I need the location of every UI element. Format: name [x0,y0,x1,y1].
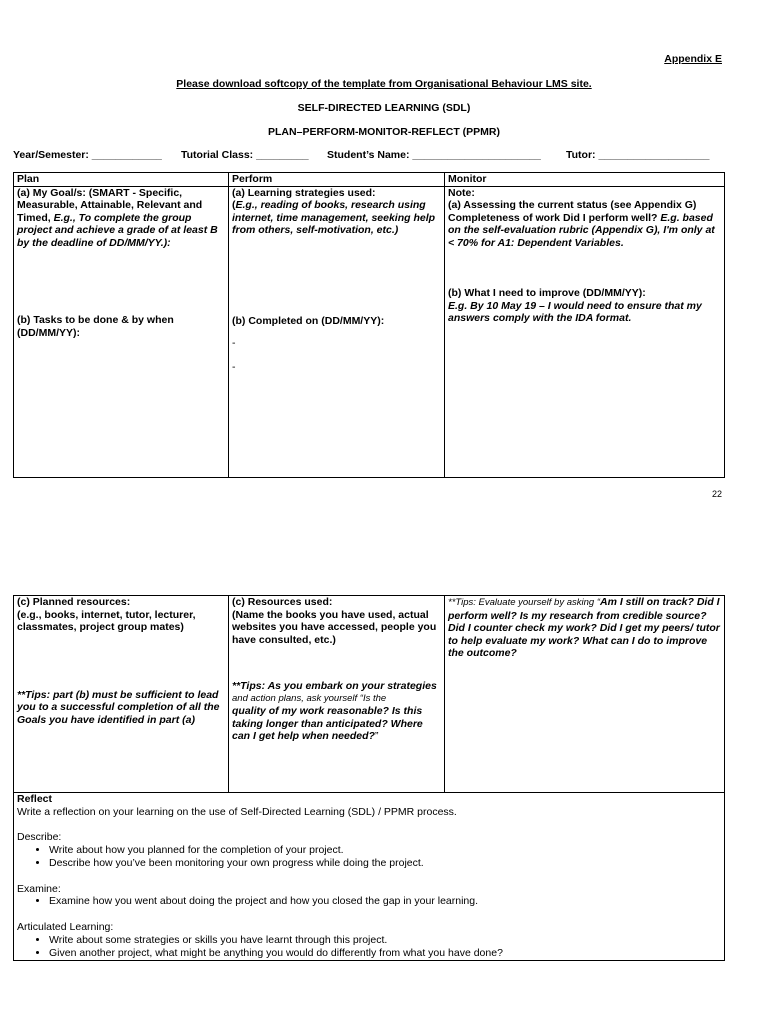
student-name-field: Student’s Name: ______________________ [327,149,541,161]
monitor-tips-lead: **Tips: Evaluate yourself by asking “ [448,597,600,608]
planned-resources-tip: **Tips: part (b) must be sufficient to lead you to a successful completion of all the Goals you have identified in part (a) [17,688,220,726]
header-perform: Perform [229,173,445,187]
perform-cell [229,186,445,477]
examine-label: Examine: [17,882,61,895]
monitor-improve-example: E.g. By 10 May 19 – I would need to ensure that my answers comply with the IDA format. [448,299,702,324]
resources-used-tip-rest [232,705,441,743]
monitor-assess-head: (a) Assessing the current status (see Appendix G) Completeness of work Did I perform well? [448,199,697,224]
perform-completed: (b) Completed on (DD/MM/YY): [232,314,385,327]
perform-strategies-paren: ( [232,199,236,211]
perform-dash-2: - [232,360,236,373]
describe-list [17,844,721,870]
articulated-item: • Write about some strategies or skills you have learnt through this project. [49,934,721,947]
plan-goal-head: (a) My Goal/s: (SMART - Specific, Measurable, Attainable, Relevant and Timed, [17,186,203,224]
articulated-item: • Given another project, what might be anything you would do differently from what you have done? [49,947,721,960]
monitor-assess [448,199,721,249]
appendix-label: Appendix E [664,53,722,65]
monitor-tips-cell [445,596,725,793]
reflect-cell [14,793,725,961]
perform-strategies-example: E.g., reading of books, research using internet, time management, seeking help from others, self-motivation, etc.) [232,199,436,236]
header-plan: Plan [14,173,229,187]
resources-used-tip-end: ” [374,730,379,742]
plan-goal [17,187,225,250]
ppmr-table [13,172,725,478]
reflect-intro: Write a reflection on your learning on the use of Self-Directed Learning (SDL) / PPMR process. [17,805,457,818]
resources-used-tip-a: **Tips: As you embark on your strategies [232,680,437,692]
plan-tasks: (b) Tasks to be done & by when (DD/MM/YY): [17,314,174,339]
perform-strategies-head: (a) Learning strategies used: [232,186,376,199]
tutor-field: Tutor: ___________________ [566,149,710,161]
resources-used-body: (Name the books you have used, actual websites you have accessed, people you have consulted, etc.) [232,608,437,646]
planned-resources-head: (c) Planned resources: [17,596,131,608]
articulated-list [17,934,721,960]
resources-used-tip-b: and action plans, ask yourself “Is the [232,692,387,704]
page-number: 22 [711,489,722,499]
reflect-title: Reflect [17,793,53,805]
header-monitor: Monitor [445,173,725,187]
planned-resources-body: (e.g., books, internet, tutor, lecturer, classmates, project group mates) [17,608,196,633]
articulated-label: Articulated Learning: [17,921,114,933]
plan-cell [14,186,229,477]
download-note: Please download softcopy of the template from Organisational Behaviour LMS site. [176,78,592,90]
resources-table [13,595,725,961]
resources-used-cell [229,596,445,793]
monitor-assess-example: E.g. based on the self-evaluation rubric (Appendix G), I'm only at < 70% for A1: Dependent Variables. [448,211,715,249]
plan-goal-example: E.g., To complete the group project and achieve a grade of at least B by the deadline of DD/MM/YY.): [17,211,218,249]
monitor-note: Note: [448,186,475,199]
perform-dash-1: - [232,337,236,349]
monitor-cell [445,186,725,477]
describe-item: • Write about how you planned for the completion of your project. [49,844,721,857]
examine-list [17,895,721,908]
planned-resources-cell [14,596,229,793]
examine-item: • Examine how you went about doing the project and how you closed the gap in your learning. [49,895,721,908]
resources-used-tip-c: quality of my work reasonable? Is this taking longer than anticipated? Where can I get help when needed? [232,705,423,742]
describe-label: Describe: [17,831,62,843]
perform-strategies [232,199,441,237]
title-ppmr: PLAN–PERFORM-MONITOR-REFLECT (PPMR) [268,126,500,138]
monitor-tips-body: Am I still on track? Did I perform well? Is my research from credible source? Did I counter check my work? Did I get my peers/ tutor to help evaluate my work? What can I do to improve the outcome? [448,596,720,659]
monitor-tips [448,596,721,660]
title-sdl: SELF-DIRECTED LEARNING (SDL) [297,102,471,114]
describe-item: • Describe how you’ve been monitoring your own progress while doing the project. [49,857,721,870]
resources-used-head: (c) Resources used: [232,596,333,608]
year-semester-field: Year/Semester: ____________ [13,149,162,161]
tutorial-class-field: Tutorial Class: _________ [181,149,309,161]
monitor-improve: (b) What I need to improve (DD/MM/YY): [448,287,646,299]
